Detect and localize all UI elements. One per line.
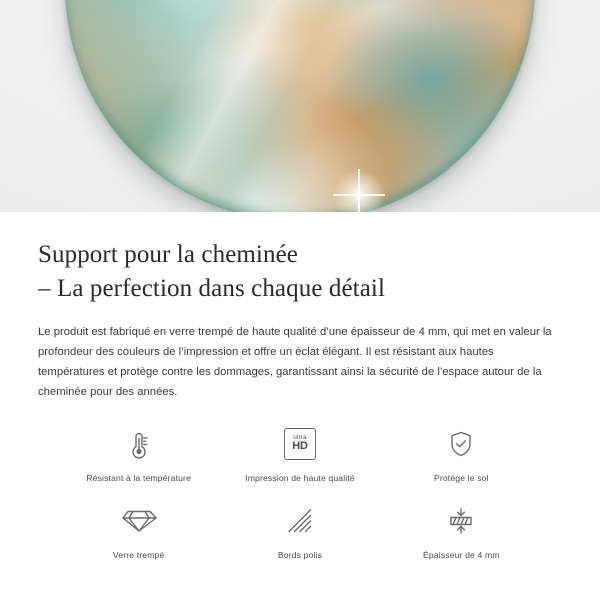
feature-item <box>219 499 380 560</box>
ultra-hd-icon <box>278 422 322 466</box>
thermometer-icon <box>117 422 161 466</box>
description-paragraph: Le produit est fabriqué en verre trempé de haute qualité d’une épaisseur de 4 mm, qui met en valeur la profondeur des couleurs de l’impression et offre un éclat élégant. Il est résistant aux hautes températures et protège contre les dommages, garantissant ainsi la sécurité de l’espace autour de la cheminée pour des années. <box>38 325 552 398</box>
headline-line-1: Support pour la cheminée <box>38 241 298 268</box>
feature-item <box>219 422 380 483</box>
ultra-hd-badge-bottom: HD <box>292 440 308 453</box>
feature-item <box>381 499 542 560</box>
headline-line-2: – La perfection dans chaque détail <box>38 274 385 302</box>
feature-label: Impression de haute qualité <box>245 472 355 483</box>
feature-label: Épaisseur de 4 mm <box>423 549 500 560</box>
ultra-hd-badge-top: ultra <box>293 433 307 441</box>
hero-image <box>0 0 600 212</box>
feature-grid <box>38 422 562 560</box>
feature-item <box>381 422 542 483</box>
feature-label: Bords polis <box>277 549 323 560</box>
feature-label: Protège le sol <box>433 472 489 483</box>
feature-label: Verre trempé <box>112 549 165 560</box>
feature-label: Résistant à la température <box>86 472 192 483</box>
page-title <box>38 238 562 306</box>
polished-edges-icon <box>278 499 322 543</box>
thickness-arrows-icon <box>439 499 483 543</box>
feature-item <box>58 499 219 560</box>
content-block <box>0 212 600 560</box>
feature-item <box>58 422 219 483</box>
shield-check-icon <box>439 422 483 466</box>
diamond-icon <box>117 499 161 543</box>
